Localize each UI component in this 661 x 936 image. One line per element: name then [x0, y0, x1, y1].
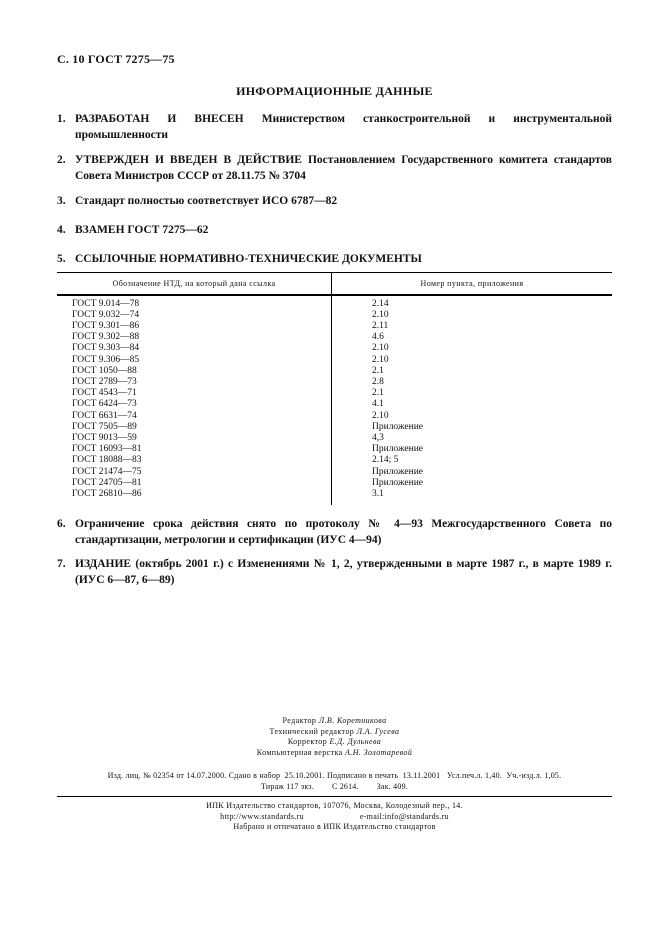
ref-cell: 2.10 [372, 354, 389, 365]
ntd-cell: ГОСТ 6631—74 [57, 411, 332, 422]
ref-cell: 2.10 [372, 309, 389, 320]
credit-layout [57, 748, 612, 759]
ref-cell: 2.14 [372, 298, 389, 309]
ref-cell: 2.10 [372, 343, 389, 354]
ntd-cell: ГОСТ 9.303—84 [57, 343, 332, 354]
ref-cell: 2.11 [372, 320, 389, 331]
list-item-7 [57, 557, 612, 588]
item-text: ИЗДАНИЕ (октябрь 2001 г.) с Изменениями № 1, 2, утвержденными в марте 1987 г., в марте 1989 г. (ИУС 6—87, 6—89) [75, 558, 612, 586]
table-row [57, 377, 612, 388]
list-item-3 [57, 194, 612, 210]
credit-role: Корректор [287, 737, 328, 747]
item-number: 7. [57, 558, 66, 571]
ref-cell: Приложение [372, 444, 423, 455]
ref-cell: 3.1 [372, 488, 384, 499]
publisher-line: ИПК Издательство стандартов, 107076, Москва, Колодезный пер., 14. [206, 801, 463, 811]
list-item-4 [57, 223, 612, 239]
ref-cell: Приложение [372, 477, 423, 488]
ntd-cell: ГОСТ 21474—75 [57, 467, 332, 478]
ref-cell: 2.1 [372, 388, 384, 399]
item-text: Ограничение срока действия снято по протоколу № 4—93 Межгосударственного Совета по стандартизации, метрологии и сертификации (ИУС 4—94) [75, 518, 612, 546]
ntd-cell: ГОСТ 18088—83 [57, 455, 332, 466]
imprint-line-1: Изд. лиц. № 02354 от 14.07.2000. Сдано в набор 25.10.2001. Подписано в печать 13.11.2001 Усл.печ.л. 1,40. Уч.-изд.л. 1,05. [107, 771, 562, 781]
ntd-cell: ГОСТ 26810—86 [57, 489, 332, 500]
table-row [57, 343, 612, 354]
table-spacer-row [57, 500, 612, 505]
table-row [57, 321, 612, 332]
ntd-cell: ГОСТ 7505—89 [57, 422, 332, 433]
table-row [57, 444, 612, 455]
ntd-cell: ГОСТ 1050—88 [57, 366, 332, 377]
document-title: ИНФОРМАЦИОННЫЕ ДАННЫЕ [236, 84, 433, 98]
item-number: 5. [57, 253, 66, 265]
item-number: 2. [57, 154, 66, 166]
table-row [57, 433, 612, 444]
table-row [57, 388, 612, 399]
credit-proofreader [57, 737, 612, 748]
ref-cell: Приложение [372, 466, 423, 477]
page-header: С. 10 ГОСТ 7275—75 [57, 52, 175, 66]
table-row [57, 411, 612, 422]
credit-name: А.Н. Золотаревой [345, 747, 413, 757]
credits-block [57, 716, 612, 758]
page-content [57, 52, 612, 833]
footer-divider [57, 796, 612, 797]
ntd-cell: ГОСТ 4543—71 [57, 388, 332, 399]
list-item-2 [57, 153, 612, 184]
ntd-cell: ГОСТ 9013—59 [57, 433, 332, 444]
weblinks-line [57, 812, 612, 823]
credit-name: Л.В. Коретникова [318, 716, 387, 726]
ref-cell: Приложение [372, 421, 423, 432]
item-text: Стандарт полностью соответствует ИСО 6787—82 [75, 195, 338, 207]
imprint-line-2 [57, 782, 612, 791]
ntd-cell: ГОСТ 6424—73 [57, 399, 332, 410]
item-number: 4. [57, 223, 66, 236]
item-text: РАЗРАБОТАН И ВНЕСЕН Министерством станкостроительной и инструментальной промышленности [75, 113, 612, 141]
ref-cell: 2.14; 5 [372, 455, 399, 466]
credit-name: Л.А. Гусева [356, 726, 400, 736]
list-item-1 [57, 112, 612, 143]
item-text: УТВЕРЖДЕН И ВВЕДЕН В ДЕЙСТВИЕ Постановлением Государственного комитета стандартов Совета Министров СССР от 28.11.75 № 3704 [75, 154, 612, 182]
credit-role: Редактор [282, 716, 317, 726]
ntd-cell: ГОСТ 9.306—85 [57, 355, 332, 366]
ntd-cell: ГОСТ 9.301—86 [57, 321, 332, 332]
table-row [57, 355, 612, 366]
item-number: 3. [57, 195, 66, 207]
item-text: ССЫЛОЧНЫЕ НОРМАТИВНО-ТЕХНИЧЕСКИЕ ДОКУМЕНТЫ [75, 253, 422, 265]
references-table [57, 272, 612, 506]
table-header-ntd: Обозначение НТД, на который дана ссылка [57, 273, 332, 294]
ntd-cell: ГОСТ 16093—81 [57, 444, 332, 455]
ref-cell: 2.10 [372, 410, 389, 421]
credit-technical-editor [57, 727, 612, 738]
imprint-zakaz: Зак. 409. [376, 782, 408, 792]
ref-cell: 4.6 [372, 332, 384, 343]
table-row [57, 310, 612, 321]
list-item-6 [57, 517, 612, 548]
item-number: 6. [57, 518, 66, 531]
table-row [57, 455, 612, 466]
table-row [57, 422, 612, 433]
item-number: 1. [57, 113, 66, 125]
credit-name: Е.Д. Дульнева [329, 737, 382, 747]
ref-cell: 4.1 [372, 399, 384, 410]
ntd-cell: ГОСТ 9.032—74 [57, 310, 332, 321]
table-body [57, 296, 612, 506]
credit-editor [57, 716, 612, 727]
table-row [57, 489, 612, 500]
printed-line: Набрано и отпечатано в ИПК Издательство стандартов [233, 822, 436, 832]
ntd-cell: ГОСТ 2789—73 [57, 377, 332, 388]
imprint-c-number: С 2614. [331, 782, 359, 792]
imprint-tirazh: Тираж 117 экз. [261, 782, 314, 792]
table-row [57, 332, 612, 343]
ntd-cell: ГОСТ 9.014—78 [57, 296, 332, 310]
ref-cell: 4,3 [372, 432, 384, 443]
table-row [57, 467, 612, 478]
item-text: ВЗАМЕН ГОСТ 7275—62 [75, 223, 209, 236]
email-address: e-mail:info@standards.ru [359, 811, 449, 821]
ntd-cell: ГОСТ 9.302—88 [57, 332, 332, 343]
credit-role: Компьютерная верстка [256, 747, 343, 757]
website-url: http://www.standards.ru [220, 811, 304, 821]
credit-role: Технический редактор [269, 726, 355, 736]
ref-cell: 2.1 [372, 365, 384, 376]
table-row [57, 399, 612, 410]
table-header-ref: Номер пункта, приложения [420, 278, 524, 288]
ntd-cell: ГОСТ 24705—81 [57, 478, 332, 489]
table-row [57, 296, 612, 310]
table-header-row [57, 273, 612, 296]
table-row [57, 478, 612, 489]
list-item-5 [57, 252, 612, 268]
ref-cell: 2.8 [372, 376, 384, 387]
table-row [57, 366, 612, 377]
